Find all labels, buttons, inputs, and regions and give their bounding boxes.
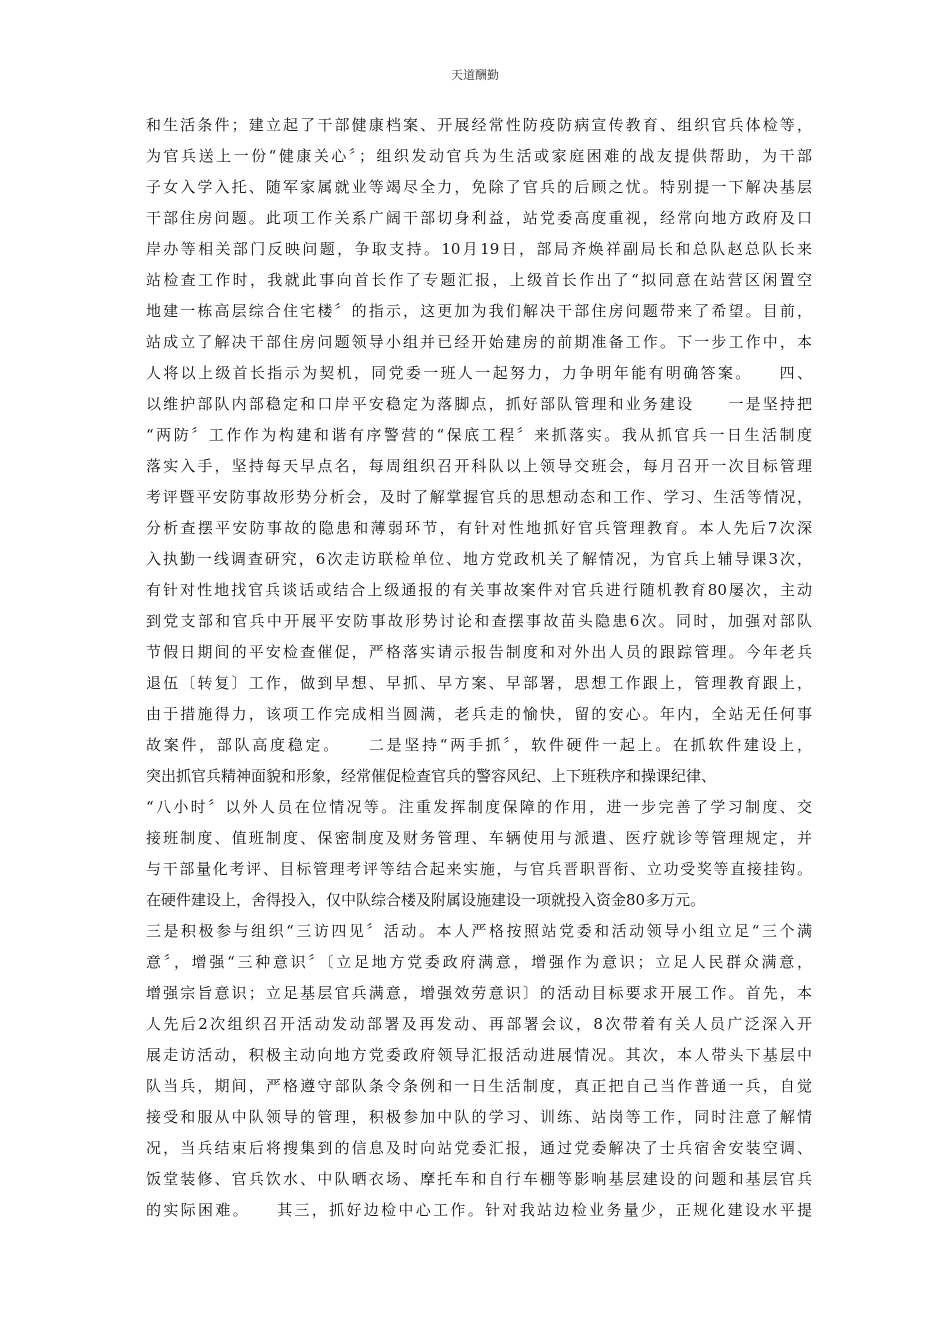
text-line: 节假日期间的平安检查催促，严格落实请示报告制度和对外出人员的跟踪管理。今年老兵 [146,643,812,661]
text-line: 队当兵，期间，严格遵守部队条令条例和一日生活制度，真正把自己当作普通一兵，自觉 [146,1077,812,1095]
text-line: 饭堂装修、官兵饮水、中队晒衣场、摩托车和自行车棚等影响基层建设的问题和基层官兵 [146,1170,812,1188]
text-line: 站检查工作时，我就此事向首长作了专题汇报，上级首长作出了“拟同意在站营区闲置空 [146,271,812,289]
text-line: 况，当兵结束后将搜集到的信息及时向站党委汇报，通过党委解决了士兵宿舍安装空调、 [146,1139,812,1157]
text-line: 地建一栋高层综合住宅楼〞的指示，这更加为我们解决干部住房问题带来了希望。目前， [146,302,812,320]
text-line: 岸办等相关部门反映问题，争取支持。10月19日，部局齐焕祥副局长和总队赵总队长来 [146,240,812,258]
text-line: 展走访活动，积极主动向地方党委政府领导汇报活动进展情况。其次，本人带头下基层中 [146,1046,812,1064]
text-line: “两防〞工作作为构建和谐有序警营的“保底工程〞来抓落实。我从抓官兵一日生活制度 [146,426,812,444]
text-line: 以维护部队内部稳定和口岸平安稳定为落脚点，抓好部队管理和业务建设 一是坚持把 [146,395,812,413]
text-line: 人先后2次组织召开活动发动部署及再发动、再部署会议，8次带着有关人员广泛深入开 [146,1015,812,1033]
text-line: “八小时〞以外人员在位情况等。注重发挥制度保障的作用，进一步完善了学习制度、交 [146,798,812,816]
text-line: 和生活条件；建立起了干部健康档案、开展经常性防疫防病宣传教育、组织官兵体检等， [146,116,812,134]
text-line: 三是积极参与组织“三访四见〞活动。本人严格按照站党委和活动领导小组立足“三个满 [146,922,812,940]
text-line: 增强宗旨意识；立足基层官兵满意，增强效劳意识〕的活动目标要求开展工作。首先，本 [146,984,812,1002]
text-line: 的实际困难。 其三，抓好边检中心工作。针对我站边检业务量少，正规化建设水平提 [146,1201,812,1219]
text-line: 与干部量化考评、目标管理考评等结合起来实施，与官兵晋职晋衔、立功受奖等直接挂钩。 [146,860,812,878]
text-line: 分析查摆平安防事故的隐患和薄弱环节，有针对性地抓好官兵管理教育。本人先后7次深 [146,519,812,537]
text-line: 意〞，增强“三种意识〞〔立足地方党委政府满意，增强作为意识；立足人民群众满意， [146,953,812,971]
text-line: 突出抓官兵精神面貌和形象，经常催促检查官兵的警容风纪、上下班秩序和操课纪律、 [146,767,717,785]
text-line: 人将以上级首长指示为契机，同党委一班人一起努力，力争明年能有明确答案。 四、 [146,364,812,382]
text-line: 站成立了解决干部住房问题领导小组并已经开始建房的前期准备工作。下一步工作中，本 [146,333,812,351]
text-line: 子女入学入托、随军家属就业等竭尽全力，免除了官兵的后顾之忧。特别提一下解决基层 [146,178,812,196]
text-line: 接受和服从中队领导的管理，积极参加中队的学习、训练、站岗等工作，同时注意了解情 [146,1108,812,1126]
text-line: 干部住房问题。此项工作关系广阔干部切身利益，站党委高度重视，经常向地方政府及口 [146,209,812,227]
document-body [146,110,812,1226]
text-line: 到党支部和官兵中开展平安防事故形势讨论和查摆事故苗头隐患6次。同时，加强对部队 [146,612,812,630]
text-line: 有针对性地找官兵谈话或结合上级通报的有关事故案件对官兵进行随机教育80屡次，主动 [146,581,812,599]
text-line: 退伍〔转复〕工作，做到早想、早抓、早方案、早部署，思想工作跟上，管理教育跟上， [146,674,812,692]
text-line: 入执勤一线调查研究，6次走访联检单位、地方党政机关了解情况，为官兵上辅导课3次， [146,550,812,568]
text-line: 为官兵送上一份“健康关心〞；组织发动官兵为生活或家庭困难的战友提供帮助，为干部 [146,147,812,165]
text-line: 落实入手，坚持每天早点名，每周组织召开科队以上领导交班会，每月召开一次目标管理 [146,457,812,475]
text-line: 在硬件建设上，舍得投入，仅中队综合楼及附属设施建设一项就投入资金80多万元。 [146,891,706,909]
text-line: 故案件，部队高度稳定。 二是坚持“两手抓〞，软件硬件一起上。在抓软件建设上， [146,736,812,754]
text-line: 由于措施得力，该项工作完成相当圆满，老兵走的愉快，留的安心。年内，全站无任何事 [146,705,812,723]
page-header: 天道酬勤 [450,68,499,82]
text-line: 考评暨平安防事故形势分析会，及时了解掌握官兵的思想动态和工作、学习、生活等情况， [146,488,812,506]
text-line: 接班制度、值班制度、保密制度及财务管理、车辆使用与派遣、医疗就诊等管理规定，并 [146,829,812,847]
